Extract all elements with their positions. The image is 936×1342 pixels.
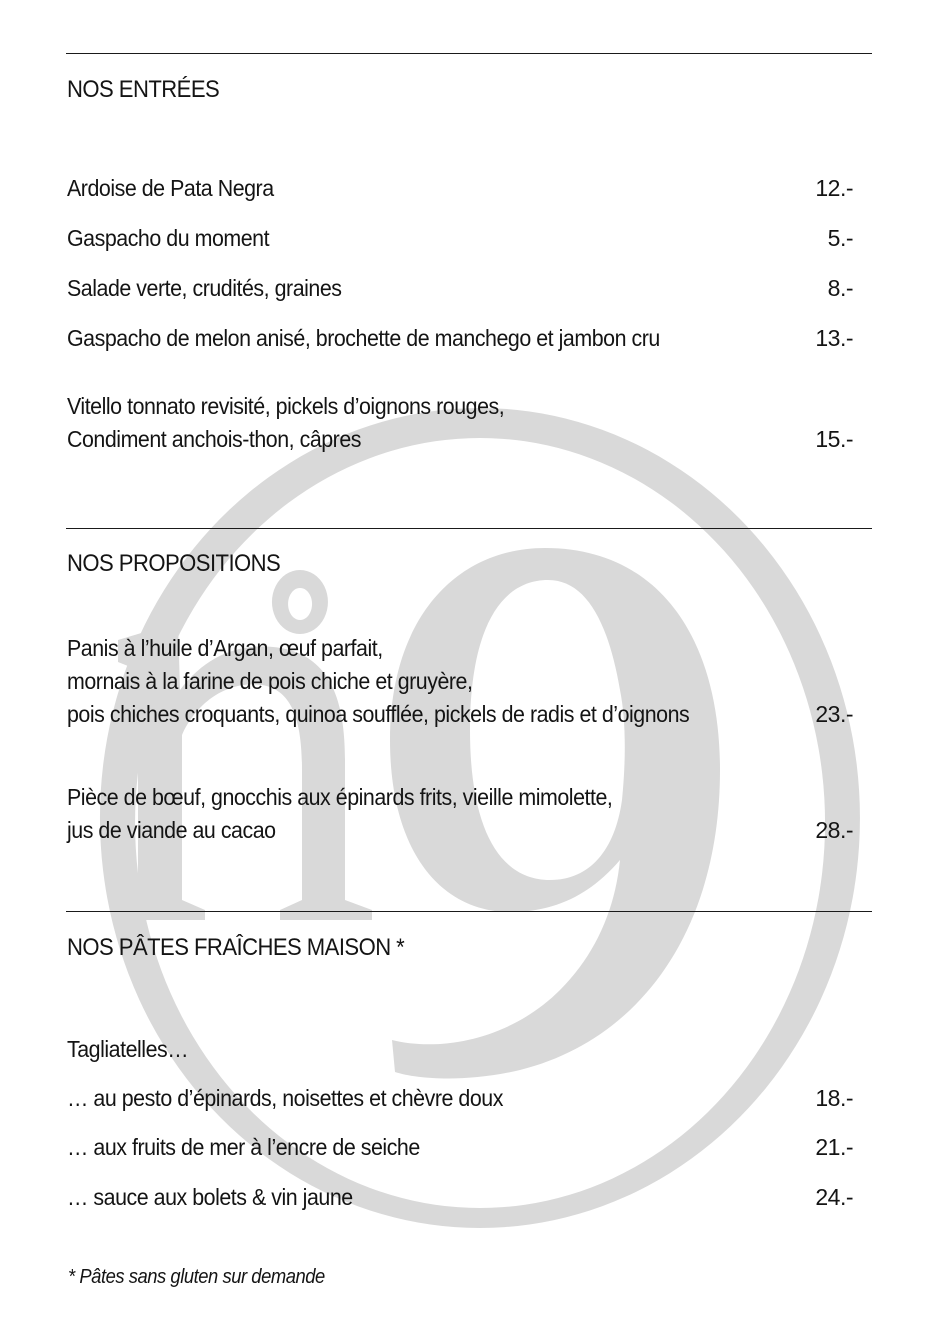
section-divider [66,528,872,529]
item-price: 18.- [815,1085,853,1111]
item-name: … au pesto d’épinards, noisettes et chèvre doux [67,1085,503,1111]
item-price: 12.- [815,175,853,201]
menu-subheading [67,1033,853,1066]
item-price: 5.- [827,225,853,251]
item-price: 15.- [815,426,853,452]
menu-item [67,1131,853,1164]
item-description-line: pois chiches croquants, quinoa soufflée, pickels de radis et d’oignons [67,701,690,727]
menu-item [67,172,853,205]
menu-item [67,322,853,355]
menu-item [67,632,853,731]
section-title-entrees: NOS ENTRÉES [67,76,220,103]
item-price: 24.- [815,1184,853,1210]
menu-item [67,1181,853,1214]
item-description-line: Vitello tonnato revisité, pickels d’oignons rouges, [67,393,505,419]
menu-item [67,1082,853,1115]
item-description-line: Pièce de bœuf, gnocchis aux épinards frits, vieille mimolette, [67,784,613,810]
section-title-pates: NOS PÂTES FRAÎCHES MAISON * [67,934,405,961]
section-divider [66,911,872,912]
item-description-line: Panis à l’huile d’Argan, œuf parfait, [67,635,383,661]
item-price: 13.- [815,325,853,351]
item-name: Salade verte, crudités, graines [67,275,342,301]
section-title-propositions: NOS PROPOSITIONS [67,550,281,577]
item-description-line: Condiment anchois-thon, câpres [67,426,362,452]
menu-item [67,272,853,305]
item-description-line: jus de viande au cacao [67,817,276,843]
item-name: … sauce aux bolets & vin jaune [67,1184,353,1210]
item-name: … aux fruits de mer à l’encre de seiche [67,1134,420,1160]
item-name: Ardoise de Pata Negra [67,175,274,201]
menu-item [67,781,853,847]
footnote: * Pâtes sans gluten sur demande [68,1266,325,1288]
pasta-intro: Tagliatelles… [67,1036,189,1062]
item-name: Gaspacho de melon anisé, brochette de manchego et jambon cru [67,325,660,351]
section-divider [66,53,872,54]
item-name: Gaspacho du moment [67,225,270,251]
menu-item [67,222,853,255]
item-price: 21.- [815,1134,853,1160]
item-description-line: mornais à la farine de pois chiche et gruyère, [67,668,473,694]
item-price: 23.- [815,701,853,727]
menu-item [67,390,853,456]
item-price: 8.- [827,275,853,301]
item-price: 28.- [815,817,853,843]
